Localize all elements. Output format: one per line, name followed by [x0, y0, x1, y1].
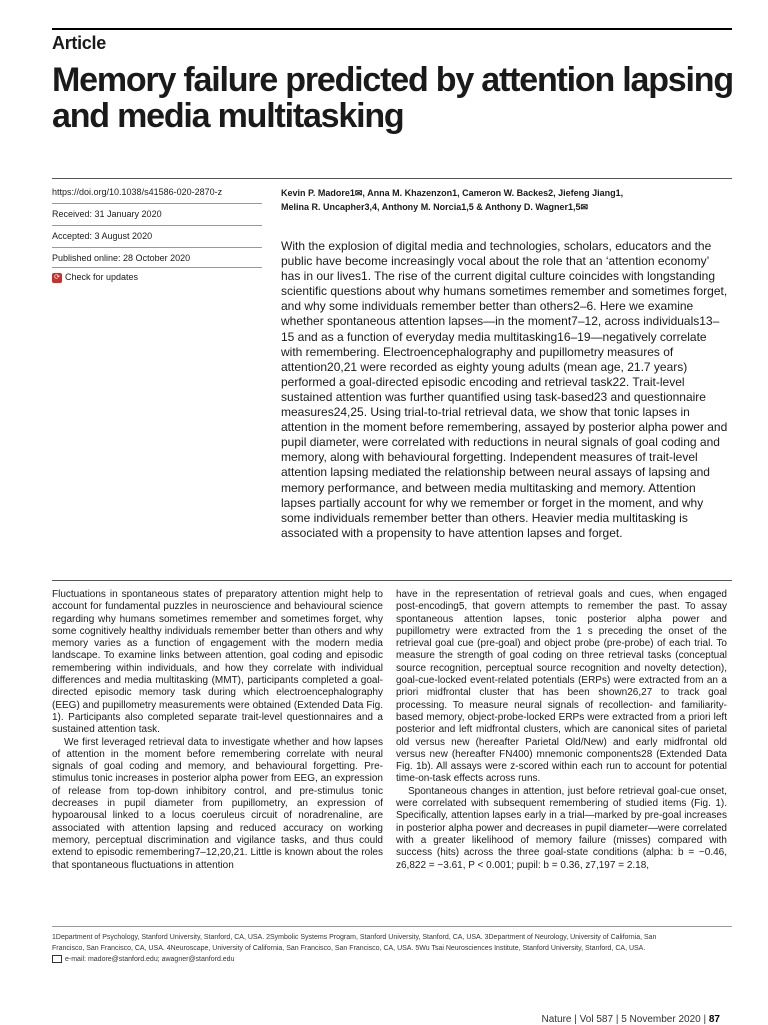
email-line — [52, 954, 732, 965]
issue-date: 5 November 2020 — [621, 1014, 701, 1025]
meta-divider — [52, 247, 262, 248]
body-paragraph: Fluctuations in spontaneous states of preparatory attention might help to account for fundamental puzzles in neuroscience and behavioural science regarding why humans sometimes remember and sometimes forget, why some cognitively healthy individuals remember better than others and why memory varies as a function of engagement with the modern media landscape. To examine links between attention, goal coding and episodic remembering within individuals, and how they correlate with individual differences and media multitasking (MMT), participants completed a goal-directed episodic memory task during which electroencephalography (EEG) and pupillometry measurements were obtained (Extended Data Fig. 1). Participants also completed separate trait-level questionnaires and a sustained attention task. — [52, 589, 383, 736]
footer-separator: | — [574, 1014, 580, 1025]
body-paragraph: have in the representation of retrieval goals and cues, when engaged post-encoding5, that govern attempts to remember the past. To assay spontaneous attention lapses, tonic posterior alpha power and pupillometry were extracted from the 1 s preceding the onset of the retrieval goal cue (pre-goal) and object probe (pre-probe) of each trial. To measure the strength of goal coding on three retrieval tasks (conceptual source recognition, perceptual source recognition and novelty detection), goal-cue-locked event-related potentials (ERPs) were extracted from an a priori midfrontal cluster that has been shown26,27 to track goal processing. To measure neural signals of recollection- and familiarity-based memory, object-probe-locked ERPs were extracted from a priori left posterior and left midfrontal clusters, which are canonical sites of parietal old versus new (hereafter Parietal Old/New) and early midfrontal old versus new (hereafter FN400) mnemonic components28 (Extended Data Fig. 1b). All assays were z-scored within each run to account for potential time-on-task effects across runs. — [396, 589, 727, 785]
email-text: e-mail: madore@stanford.edu; awagner@stanford.edu — [65, 956, 235, 963]
article-title: Memory failure predicted by attention lapsing and media multitasking — [52, 61, 733, 135]
footer-separator: | — [615, 1014, 622, 1025]
footnote-rule — [52, 926, 732, 927]
author-line: Melina R. Uncapher3,4, Anthony M. Norcia1,5 & Anthony D. Wagner1,5✉ — [281, 202, 589, 212]
author-list — [281, 186, 731, 214]
doi-link[interactable]: https://doi.org/10.1038/s41586-020-2870-z — [52, 187, 223, 197]
footer-separator: | — [703, 1014, 709, 1025]
article-metadata — [52, 186, 262, 296]
article-type-label: Article — [52, 33, 106, 53]
affiliation-line: 1Department of Psychology, Stanford University, Stanford, CA, USA. 2Symbolic Systems Program, Stanford University, Stanford, CA, USA. 3Department of Neurology, University of California, San — [52, 934, 657, 941]
top-rule — [52, 28, 732, 30]
received-date: Received: 31 January 2020 — [52, 209, 162, 219]
check-for-updates-label: Check for updates — [65, 272, 139, 282]
body-rule — [52, 580, 732, 581]
volume: Vol 587 — [579, 1014, 614, 1025]
affiliation-line: Francisco, San Francisco, CA, USA. 4Neuroscape, University of California, San Francisco, San Francisco, CA, USA. 5Wu Tsai Neurosciences Institute, Stanford University, Stanford, CA, USA. — [52, 945, 646, 952]
body-column-right — [396, 589, 727, 872]
meta-divider — [52, 203, 262, 204]
abstract: With the explosion of digital media and technologies, scholars, educators and the public have become increasingly vocal about the role that an ‘attention economy’ has in our lives1. The rise of the current digital culture coincides with longstanding scientific questions about why humans sometimes remember and sometimes forget, and why some individuals remember better than others2–6. Here we examine whether spontaneous attention lapses—in the moment7–12, across individuals13–15 and as a function of everyday media multitasking16–19—negatively correlate with remembering. Electroencephalography and pupillometry measures of attention20,21 were recorded as eighty young adults (mean age, 21.7 years) performed a goal-directed episodic encoding and retrieval task22. Trait-level sustained attention was further quantified using task-based23 and questionnaire measures24,25. Using trial-to-trial retrieval data, we show that tonic lapses in attention in the moment before remembering, assayed by posterior alpha power and pupil diameter, were correlated with reductions in neural signals of goal coding and memory, along with behavioural forgetting. Independent measures of trait-level attention lapsing mediated the relationship between neural assays of lapsing and memory performance, and between media multitasking and memory. Attention lapses partially account for why we remember or forget in the moment, and why some individuals remember better than others. Heavier media multitasking is associated with a propensity to have attention lapses and forget. — [281, 239, 728, 540]
meta-divider — [52, 267, 262, 268]
page-number: 87 — [708, 1014, 720, 1025]
title-rule — [52, 178, 732, 179]
check-for-updates-icon: ⟳ — [52, 273, 62, 283]
author-line: Kevin P. Madore1✉, Anna M. Khazenzon1, Cameron W. Backes2, Jiefeng Jiang1, — [281, 188, 624, 198]
published-date: Published online: 28 October 2020 — [52, 253, 191, 263]
journal-name: Nature — [541, 1014, 572, 1025]
body-paragraph: Spontaneous changes in attention, just before retrieval goal-cue onset, were correlated with subsequent remembering of studied items (Fig. 1). Specifically, attention lapses early in a trial—marked by pre-goal increases in posterior alpha power and decreases in pupil diameter—were correlated with a greater likelihood of memory failure (misses) compared with success (hits) across the three goal-state conditions (alpha: b = −0.46, z6,822 = −3.61, P < 0.001; pupil: b = 0.36, z7,197 = 2.18, — [396, 785, 727, 871]
accepted-date: Accepted: 3 August 2020 — [52, 231, 153, 241]
envelope-icon — [52, 955, 62, 963]
meta-divider — [52, 225, 262, 226]
page-footer — [541, 1014, 720, 1025]
body-paragraph: We first leveraged retrieval data to investigate whether and how lapses of attention in the moment before remembering correlate with neural signals of goal coding and memory, and behavioural forgetting. Pre-stimulus tonic increases in posterior alpha power from EEG, an expression of release from top-down inhibitory control, and pre-stimulus tonic decreases in pupil diameter from pupillometry, an expression of hypoarousal linked to a locus coeruleus circuit of noradrenaline, are associated with attention lapsing and reduced accuracy on working memory, perceptual discrimination and vigilance tasks, and thus could extend to episodic remembering7–12,20,21. Little is known about the roles that spontaneous fluctuations in attention — [52, 736, 383, 871]
check-for-updates-button[interactable] — [52, 271, 138, 283]
body-column-left — [52, 589, 383, 872]
affiliations-footnote — [52, 932, 732, 965]
